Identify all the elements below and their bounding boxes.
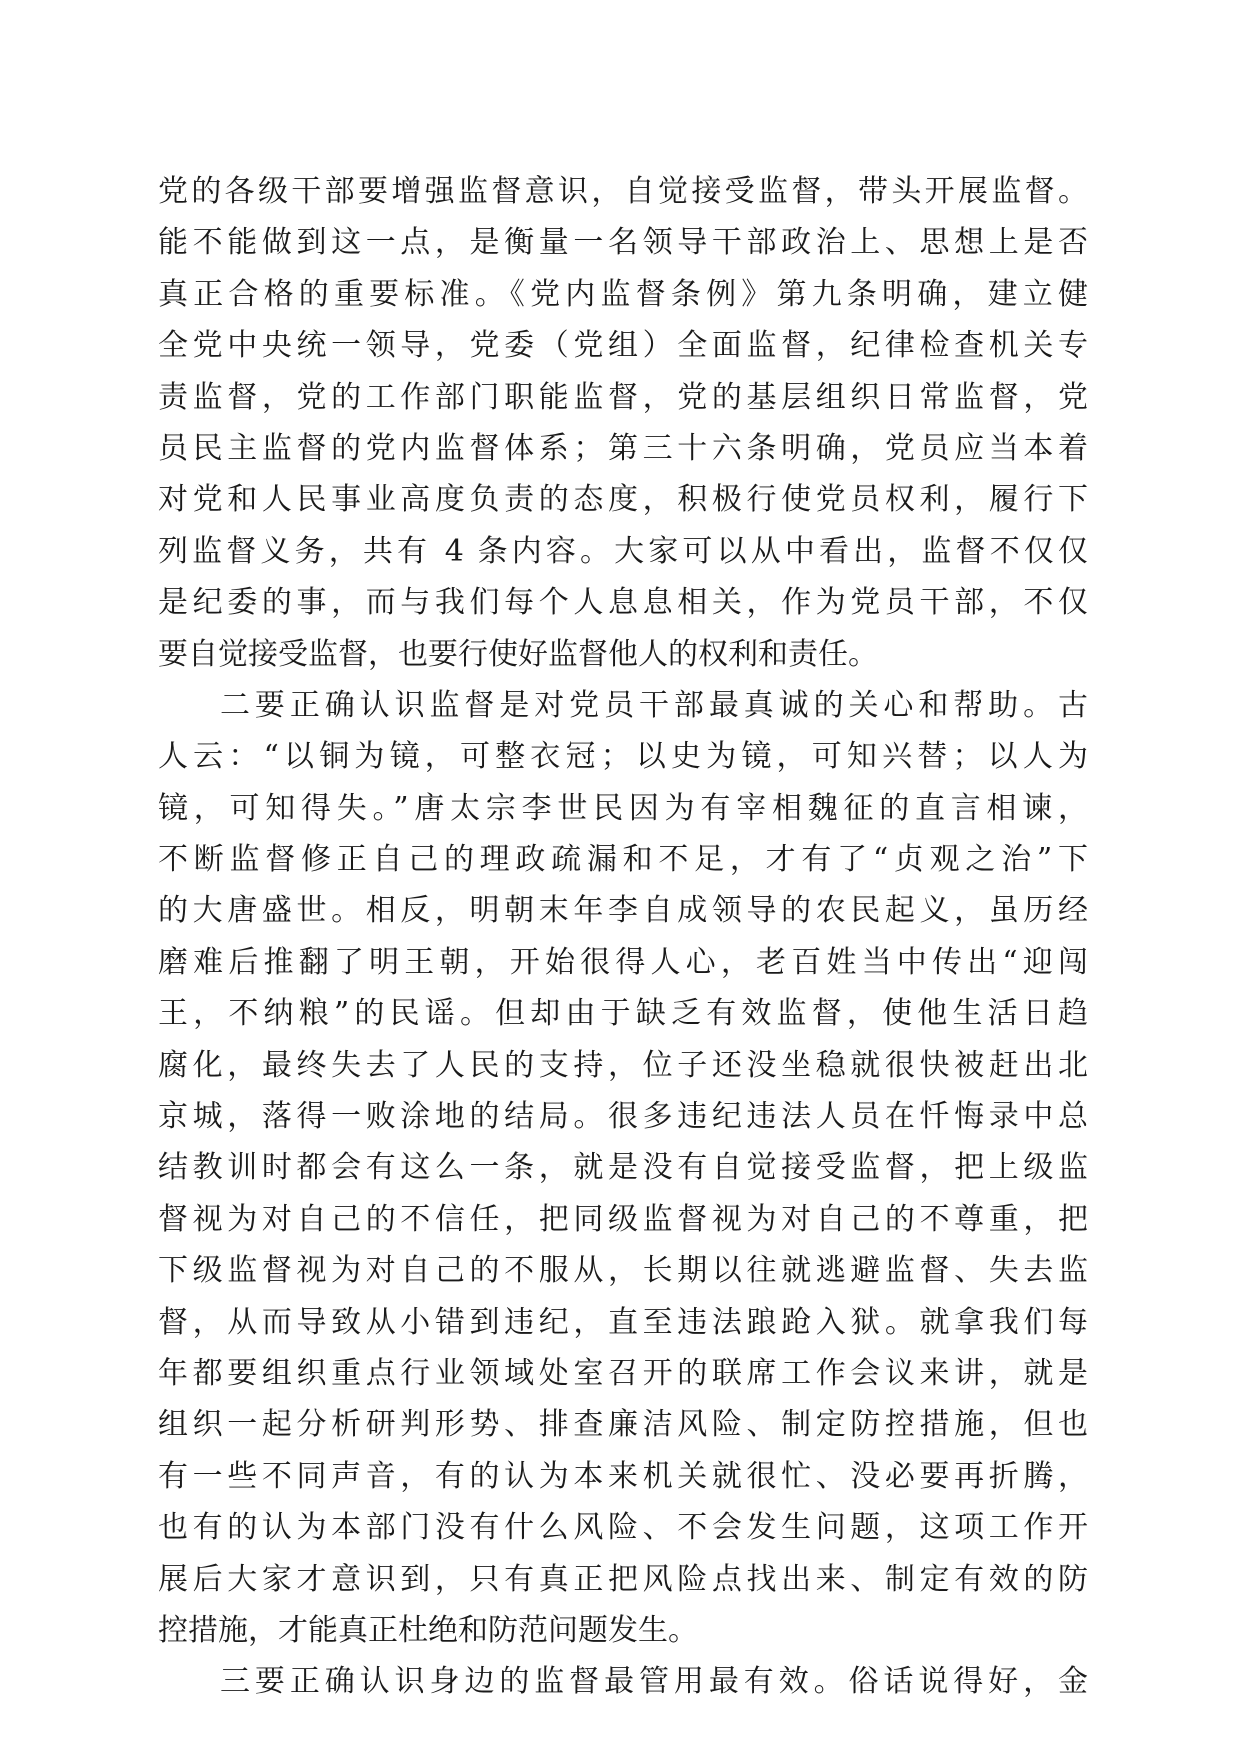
text-line: 结教训时都会有这么一条，就是没有自觉接受监督，把上级监	[158, 1150, 1088, 1186]
text-line: 下级监督视为对自己的不服从，长期以往就逃避监督、失去监	[158, 1253, 1088, 1289]
text-line: 镜，可知得失。”唐太宗李世民因为有宰相魏征的直言相谏，	[158, 790, 1088, 826]
text-line: 年都要组织重点行业领域处室召开的联席工作会议来讲，就是	[158, 1355, 1088, 1391]
text-line: 的大唐盛世。相反，明朝末年李自成领导的农民起义，虽历经	[158, 893, 1088, 929]
text-line: 展后大家才意识到，只有真正把风险点找出来、制定有效的防	[158, 1561, 1088, 1597]
text-line: 组织一起分析研判形势、排查廉洁风险、制定防控措施，但也	[158, 1407, 1088, 1443]
paragraph-start-line: 三要正确认识身边的监督最管用最有效。俗话说得好，金	[220, 1664, 1088, 1700]
text-line: 列监督义务，共有 4 条内容。大家可以从中看出，监督不仅仅	[158, 533, 1088, 569]
paragraph-start-line: 二要正确认识监督是对党员干部最真诚的关心和帮助。古	[220, 687, 1088, 723]
text-line: 控措施，才能真正杜绝和防范问题发生。	[158, 1612, 698, 1648]
text-line: 是纪委的事，而与我们每个人息息相关，作为党员干部，不仅	[158, 585, 1088, 621]
text-line: 不断监督修正自己的理政疏漏和不足，才有了“贞观之治”下	[158, 842, 1088, 878]
text-line: 能不能做到这一点，是衡量一名领导干部政治上、思想上是否	[158, 225, 1088, 261]
text-line: 党的各级干部要增强监督意识，自觉接受监督，带头开展监督。	[158, 174, 1088, 209]
text-line: 腐化，最终失去了人民的支持，位子还没坐稳就很快被赶出北	[158, 1047, 1088, 1083]
text-line: 对党和人民事业高度负责的态度，积极行使党员权利，履行下	[158, 482, 1088, 518]
text-line: 人云：“以铜为镜，可整衣冠；以史为镜，可知兴替；以人为	[158, 739, 1088, 775]
text-line: 督视为对自己的不信任，把同级监督视为对自己的不尊重，把	[158, 1201, 1088, 1237]
text-line: 员民主监督的党内监督体系；第三十六条明确，党员应当本着	[158, 430, 1088, 466]
text-line: 要自觉接受监督，也要行使好监督他人的权利和责任。	[158, 636, 878, 672]
text-line: 有一些不同声音，有的认为本来机关就很忙、没必要再折腾，	[158, 1458, 1088, 1494]
text-line: 磨难后推翻了明王朝，开始很得人心，老百姓当中传出“迎闯	[158, 944, 1088, 980]
body-text	[158, 166, 1088, 1708]
text-line: 督，从而导致从小错到违纪，直至违法踉跄入狱。就拿我们每	[158, 1304, 1088, 1340]
text-line: 王，不纳粮”的民谣。但却由于缺乏有效监督，使他生活日趋	[158, 996, 1088, 1032]
text-line: 也有的认为本部门没有什么风险、不会发生问题，这项工作开	[158, 1510, 1088, 1546]
text-line: 责监督，党的工作部门职能监督，党的基层组织日常监督，党	[158, 379, 1088, 415]
text-line: 京城，落得一败涂地的结局。很多违纪违法人员在忏悔录中总	[158, 1099, 1088, 1135]
text-line: 真正合格的重要标准。《党内监督条例》第九条明确，建立健	[158, 276, 1088, 312]
text-line: 全党中央统一领导，党委（党组）全面监督，纪律检查机关专	[158, 328, 1088, 364]
